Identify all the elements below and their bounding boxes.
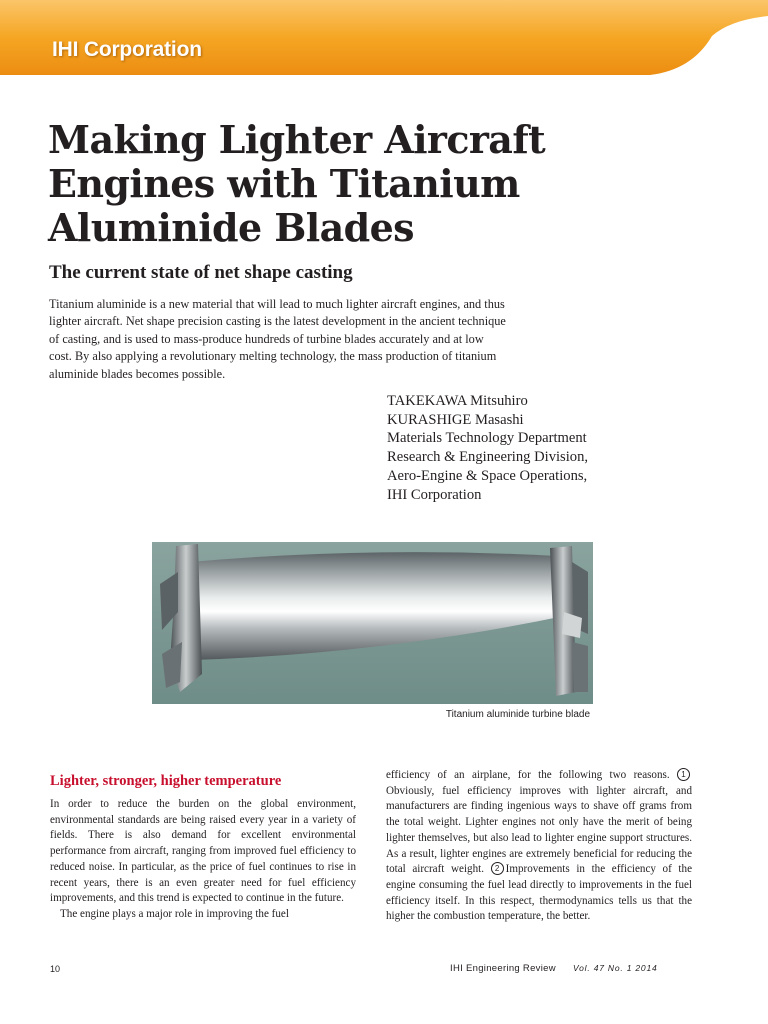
author-affiliation-division: Research & Engineering Division,	[387, 449, 589, 466]
body-text: Obviously, fuel efficiency improves with lighter aircraft, and manufacturers are finding ingenious ways to shave off grams from the total weight. Lighter engines not only have the merit of being lighter themselves, but also lead to lighter engine support structures. As a result, lighter engines are extremely beneficial for reducing the total aircraft weight.	[386, 784, 692, 876]
figure-caption: Titanium aluminide turbine blade	[445, 709, 590, 720]
author-name-1: TAKEKAWA Mitsuhiro	[387, 393, 528, 409]
body-text: Improvements in the efficiency of the engine consuming the fuel lead directly to improvements in the fuel efficiency itself. In this respect, thermodynamics tells us that the higher the combustion temperature, the better.	[386, 863, 692, 923]
author-affiliation-company: IHI Corporation	[387, 486, 482, 503]
body-column-left	[50, 797, 356, 923]
company-label: IHI Corporation	[52, 38, 202, 61]
page-number: 10	[50, 964, 61, 974]
article-subtitle: The current state of net shape casting	[49, 262, 353, 283]
body-column-right	[386, 768, 692, 925]
author-name-2: KURASHIGE Masashi	[387, 411, 524, 428]
body-paragraph	[386, 768, 692, 925]
author-affiliation-department: Materials Technology Department	[387, 430, 587, 447]
article-abstract: Titanium aluminide is a new material that will lead to much lighter aircraft engines, and thus lighter aircraft. Net shape precision casting is the latest development in the ancient technique of casting, and is used to mass-produce hundreds of turbine blades accurately and at low cost. By also applying a revolutionary melting technology, the mass production of titanium aluminide blades becomes possible.	[49, 297, 506, 381]
section-heading: Lighter, stronger, higher temperature	[50, 773, 282, 789]
journal-name: IHI Engineering Review	[450, 963, 556, 974]
body-text: efficiency of an airplane, for the following two reasons.	[386, 769, 670, 781]
body-paragraph: In order to reduce the burden on the global environment, environmental standards are being raised every year in a variety of fields. There is also demand for excellent environmental performance from aircraft, ranging from improved fuel efficiency to reduced noise. In particular, as the price of fuel continues to rise in recent years, there is an even greater need for fuel efficiency improvements, and this trend is expected to continue in the future.	[50, 798, 356, 905]
turbine-blade-photo	[152, 542, 593, 704]
author-affiliation-operations: Aero-Engine & Space Operations,	[387, 467, 588, 484]
circled-number-marker: 1	[677, 768, 690, 781]
author-block	[387, 392, 687, 504]
article-title: Making Lighter Aircraft Engines with Titanium Aluminide Blades	[48, 117, 546, 250]
body-paragraph: The engine plays a major role in improving the fuel	[60, 907, 289, 920]
journal-issue: Vol. 47 No. 1 2014	[573, 963, 658, 973]
circled-number-marker: 2	[491, 862, 504, 875]
